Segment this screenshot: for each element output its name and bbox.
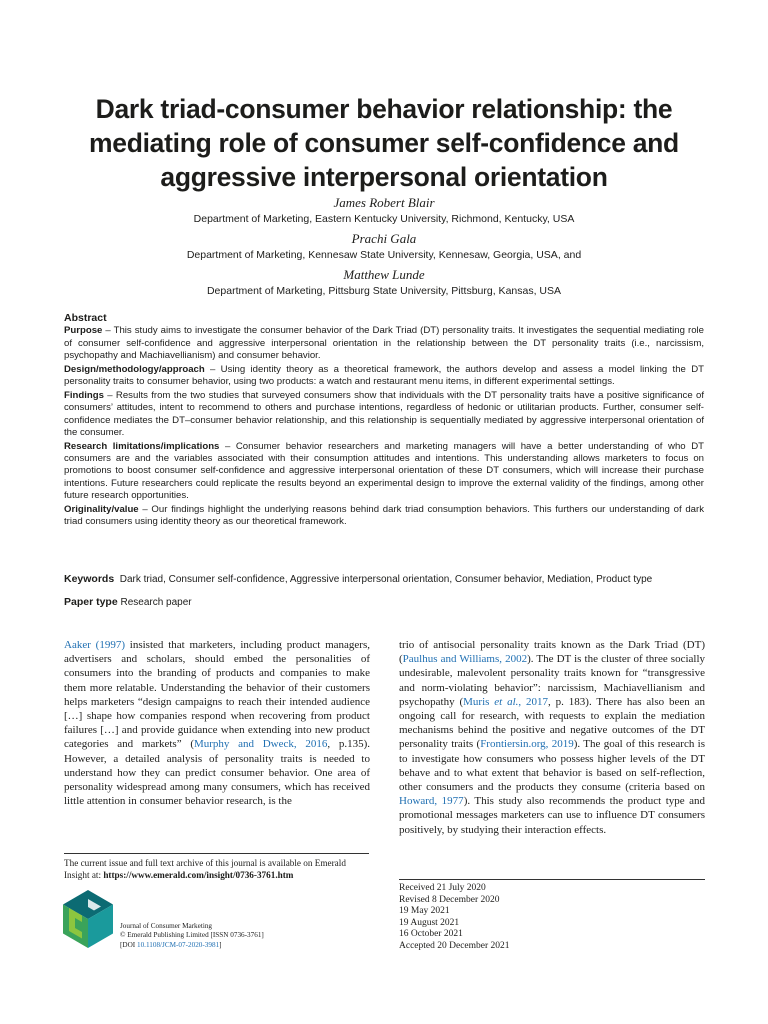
journal-publisher: © Emerald Publishing Limited [ISSN 0736-3761] bbox=[120, 931, 264, 940]
history-date: 16 October 2021 bbox=[399, 929, 463, 940]
journal-name: Journal of Consumer Marketing bbox=[120, 922, 213, 930]
citation-link[interactable]: Frontiersin.org, 2019 bbox=[480, 738, 574, 751]
originality-label: Originality/value bbox=[64, 503, 139, 515]
history-date: Revised 8 December 2020 bbox=[399, 894, 500, 905]
paper-type-text: Research paper bbox=[120, 597, 192, 608]
history-date: Accepted 20 December 2021 bbox=[399, 940, 510, 951]
paper-type-label: Paper type bbox=[64, 596, 118, 608]
emerald-logo-icon bbox=[63, 890, 113, 948]
footnote-divider bbox=[64, 853, 369, 854]
body-text: , p.135). However, a detailed analysis of personality traits is needed to understand how they can predict consumer behavior. One area of personality widespread among many consumers, which has received little attention in consumer behavior research, is the bbox=[64, 738, 370, 808]
body-text: ). The goal of this research is to investigate how consumers who possess higher levels of the DT behave and to what extent that behavior is based on self-reflection, other consumers and the products they consume (criteria based on bbox=[399, 738, 705, 794]
citation-year: , 2017 bbox=[518, 695, 549, 708]
body-text: insisted that marketers, including product managers, advertisers and scholars, should embed the personalities of consumers into the branding of products and companies to make them more relatable. Understanding the behavior of their customers helps marketers “design campaigns to reach their intended audience […] shape how companies respond when recovering from product failures […] and provide guidance when extending into new product categories and markets” ( bbox=[64, 639, 371, 751]
citation-link[interactable]: Aaker (1997) bbox=[64, 639, 125, 651]
citation-link[interactable]: Paulhus and Williams, 2002 bbox=[402, 653, 528, 666]
limitations-text: – Consumer behavior researchers and marketing managers will have a better understanding of who DT consumers are and the variables associated with their consumption attitudes and intentions. This understanding allows marketers to focus on promotions to boost consumer self-confidence and aggressive interpersonal orientation of these DT consumers, which will increase their purchase intentions. Future researchers could replicate the results beyond an experimental design to improve the external validity of the findings, among other future research opportunities. bbox=[64, 440, 704, 501]
abstract-limitations bbox=[64, 441, 704, 502]
body-column-right bbox=[399, 638, 705, 837]
footnote-text: The current issue and full text archive of this journal is available on Emerald Insight at: bbox=[64, 858, 346, 881]
doi-suffix: ] bbox=[219, 940, 222, 949]
history-date: 19 August 2021 bbox=[399, 917, 460, 928]
keywords bbox=[64, 572, 704, 587]
keywords-label: Keywords bbox=[64, 573, 115, 585]
findings-label: Findings bbox=[64, 389, 104, 401]
abstract-design bbox=[64, 364, 704, 389]
purpose-text: – This study aims to investigate the consumer behavior of the Dark Triad (DT) personality traits. It investigates the sequential mediating role of consumer self-confidence and aggressive interpersonal orientation in the relationship between the DT personality traits (i.e., narcissism, psychopathy and Machiavellianism) and consumer behavior. bbox=[64, 325, 704, 361]
abstract-findings bbox=[64, 390, 704, 439]
limitations-label: Research limitations/implications bbox=[64, 440, 220, 452]
author-name: Matthew Lunde bbox=[343, 267, 425, 282]
originality-text: – Our findings highlight the underlying reasons behind dark triad consumption behaviors. This furthers our understanding of dark triad consumers using identity theory as our theoretical framework. bbox=[64, 503, 704, 528]
abstract-heading: Abstract bbox=[64, 312, 107, 324]
author-affiliation: Department of Marketing, Eastern Kentucky University, Richmond, Kentucky, USA bbox=[193, 213, 575, 225]
design-text: – Using identity theory as a theoretical framework, the authors develop and assess a model linking the DT personality traits to consumer behavior, using two products: a watch and restaurant menu items, in different experimental settings. bbox=[64, 363, 704, 388]
body-text: ). This study also recommends the product type and promotional messages marketers can use to influence DT consumers positively, by studying their interaction effects. bbox=[399, 795, 706, 836]
doi-prefix: [DOI bbox=[120, 940, 137, 949]
author-name: James Robert Blair bbox=[333, 195, 435, 210]
journal-info bbox=[120, 922, 264, 950]
author-list bbox=[40, 194, 728, 302]
dates-divider bbox=[399, 879, 705, 880]
citation-author: Muris bbox=[463, 695, 495, 708]
findings-text: – Results from the two studies that surveyed consumers show that individuals with the DT personality traits have a positive significance of consumers’ attitudes, intent to recommend to others and purchase intentions, regardless of hedonic or utilitarian products. Further, consumer self-confidence mediates the DT–consumer behavior relationship, and this relationship is sequentially mediated by aggressive interpersonal orientation of the consumer. bbox=[64, 389, 704, 438]
journal-footnote bbox=[64, 857, 370, 882]
author-name: Prachi Gala bbox=[351, 231, 417, 246]
purpose-label: Purpose bbox=[64, 325, 103, 337]
citation-link[interactable]: Murphy and Dweck, 2016 bbox=[193, 738, 328, 751]
history-date: 19 May 2021 bbox=[399, 906, 450, 917]
abstract-originality bbox=[64, 504, 704, 529]
abstract-purpose bbox=[64, 325, 704, 362]
journal-url-link[interactable]: https://www.emerald.com/insight/0736-3761.htm bbox=[103, 870, 294, 881]
paper-type bbox=[64, 595, 704, 610]
author-affiliation: Department of Marketing, Kennesaw State University, Kennesaw, Georgia, USA, and bbox=[186, 249, 582, 261]
abstract bbox=[64, 312, 704, 530]
paper-title: Dark triad-consumer behavior relationship: the mediating role of consumer self-confidence and aggressive interpersonal orientation bbox=[89, 94, 679, 192]
body-text: ). The DT is the cluster of three socially undesirable, malevolent personality traits known for “transgressive and norm-violating behavior”: narcissism, Machiavellianism and psychopathy ( bbox=[399, 653, 706, 708]
doi-link[interactable]: 10.1108/JCM-07-2020-3981 bbox=[136, 940, 220, 949]
body-text: , p. 183). There has also been an ongoing call for research, with requests to explain the mediation mechanisms behind the positive and negative outcomes of the DT personality traits ( bbox=[399, 695, 706, 751]
author-affiliation: Department of Marketing, Pittsburg State University, Pittsburg, Kansas, USA bbox=[206, 285, 562, 297]
citation-link[interactable] bbox=[463, 696, 548, 708]
body-text: trio of antisocial personality traits known as the Dark Triad (DT) ( bbox=[399, 639, 705, 666]
citation-etal: et al. bbox=[494, 695, 519, 708]
body-column-left bbox=[64, 638, 370, 808]
journal-doi bbox=[120, 941, 264, 950]
history-date: Received 21 July 2020 bbox=[399, 883, 486, 893]
citation-link[interactable]: Howard, 1977 bbox=[399, 795, 464, 808]
keywords-text: Dark triad, Consumer self-confidence, Aggressive interpersonal orientation, Consumer behavior, Mediation, Product type bbox=[119, 574, 653, 585]
design-label: Design/methodology/approach bbox=[64, 363, 205, 375]
article-history bbox=[399, 883, 510, 953]
